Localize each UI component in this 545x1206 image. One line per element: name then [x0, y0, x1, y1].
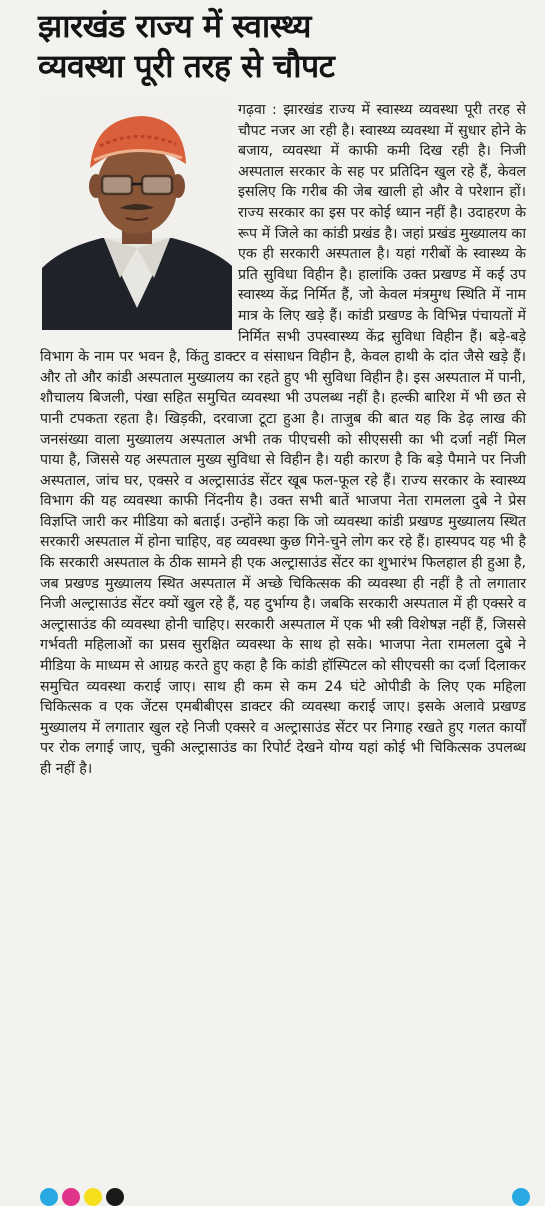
print-color-marks	[0, 1186, 545, 1200]
photo-space	[40, 100, 238, 336]
headline-line-2: व्यवस्था पूरी तरह से चौपट	[38, 47, 335, 85]
article-headline	[38, 6, 528, 86]
black-mark	[106, 1188, 124, 1206]
dateline: गढ़वा :	[238, 102, 277, 118]
article-body	[40, 100, 526, 780]
magenta-mark	[62, 1188, 80, 1206]
cyan-mark	[40, 1188, 58, 1206]
cyan-mark-right	[512, 1188, 530, 1206]
headline-line-1: झारखंड राज्य में स्वास्थ्य	[38, 7, 311, 45]
article-text: झारखंड राज्य में स्वास्थ्य व्यवस्था पूरी तरह से चौपट नजर आ रही है। स्वास्थ्य व्यवस्था में सुधार होने के बजाय, व्यवस्था में काफी कमी दिख रही है। निजी अस्पताल सरकार के सह पर प्रतिदिन खुल रहे हैं, केवल इसलिए कि गरीब की जेब खाली हो और वे परेशान हों। राज्य सरकार का इस पर कोई ध्यान नहीं है। उदाहरण के रूप में जिले का कांडी प्रखंड है। जहां प्रखंड मुख्यालय का एक ही सरकारी अस्पताल है। यहां गरीबों के स्वास्थ्य के प्रति सुविधा विहीन है। हालांकि उक्त प्रखण्ड में कई उप स्वास्थ्य केंद्र निर्मित हैं, जो केवल मंत्रमुग्ध स्थिति में नाम मात्र के लिए खड़े हैं। कांडी प्रखण्ड के विभिन्न पंचायतों में निर्मित सभी उपस्वास्थ्य केंद्र सुविधा विहीन हैं। बड़े-बड़े विभाग के नाम पर भवन है, किंतु डाक्टर व संसाधन विहीन है, केवल हाथी के दांत जैसे खड़े हैं। और तो और कांडी अस्पताल मुख्यालय का रहते हुए भी सुविधा विहीन है। इस अस्पताल में पानी, शौचालय बिजली, पंखा सहित समुचित व्यवस्था भी उपलब्ध नहीं है। हल्की बारिश में भी छत से पानी टपकता रहता है। खिड़की, दरवाजा टूटा हुआ है। ताजुब की बात यह कि डेढ़ लाख की जनसंख्या वाला मुख्यालय अस्पताल अभी तक पीएचसी को सीएससी का भी दर्जा नहीं मिल पाया है, जिससे यह अस्पताल मुख्य सुविधा से विहीन है। यही कारण है कि बड़े पैमाने पर निजी अस्पताल, जांच घर, एक्सरे व अल्ट्रासाउंड सेंटर खूब फल-फूल रहे हैं। राज्य सरकार के स्वास्थ्य विभाग की यह व्यवस्था काफी निंदनीय है। उक्त सभी बातें भाजपा नेता रामलला दुबे ने प्रेस विज्ञप्ति जारी कर मीडिया को बताई। उन्होंने कहा कि जो व्यवस्था कांडी प्रखण्ड मुख्यालय स्थित सरकारी अस्पताल में होना चाहिए, वह व्यवस्था कुछ गिने-चुने लोग कर रहे हैं। हास्यपद यह भी है कि सरकारी अस्पताल के ठीक सामने ही एक अल्ट्रासाउंड सेंटर का शुभारंभ फिलहाल ही हुआ है, जब प्रखण्ड मुख्यालय स्थित अस्पताल में अच्छे चिकित्सक की व्यवस्था ही नहीं है तो लगातार निजी अल्ट्रासाउंड सेंटर क्यों खुल रहे हैं, यह दुर्भाग्य है। जबकि सरकारी अस्पताल में ही एक्सरे व अल्ट्रासाउंड की व्यवस्था होनी चाहिए। सरकारी अस्पताल में एक भी स्त्री विशेषज्ञ नहीं हैं, जिससे गर्भवती महिलाओं का प्रसव सुरक्षित व्यवस्था के साथ हो सके। भाजपा नेता रामलला दुबे ने मीडिया के माध्यम से आग्रह करते हुए कहा है कि कांडी हॉस्पिटल को सीएचसी का दर्जा दिलाकर समुचित व्यवस्था कराई जाए। साथ ही कम से कम 24 घंटे ओपीडी के लिए एक महिला चिकित्सक व एक जेंटस एमबीबीएस डाक्टर की व्यवस्था कराई जाए। इसके अलावे प्रखण्ड मुख्यालय में लगातार खुल रहे निजी एक्सरे व अल्ट्रासाउंड सेंटर पर निगाह रखते हुए गलत कार्यों पर रोक लगाई जाए, चुकी अल्ट्रासाउंड का रिपोर्ट देखने योग्य यहां कोई भी चिकित्सक उपलब्ध ही नहीं है।	[40, 102, 527, 777]
yellow-mark	[84, 1188, 102, 1206]
